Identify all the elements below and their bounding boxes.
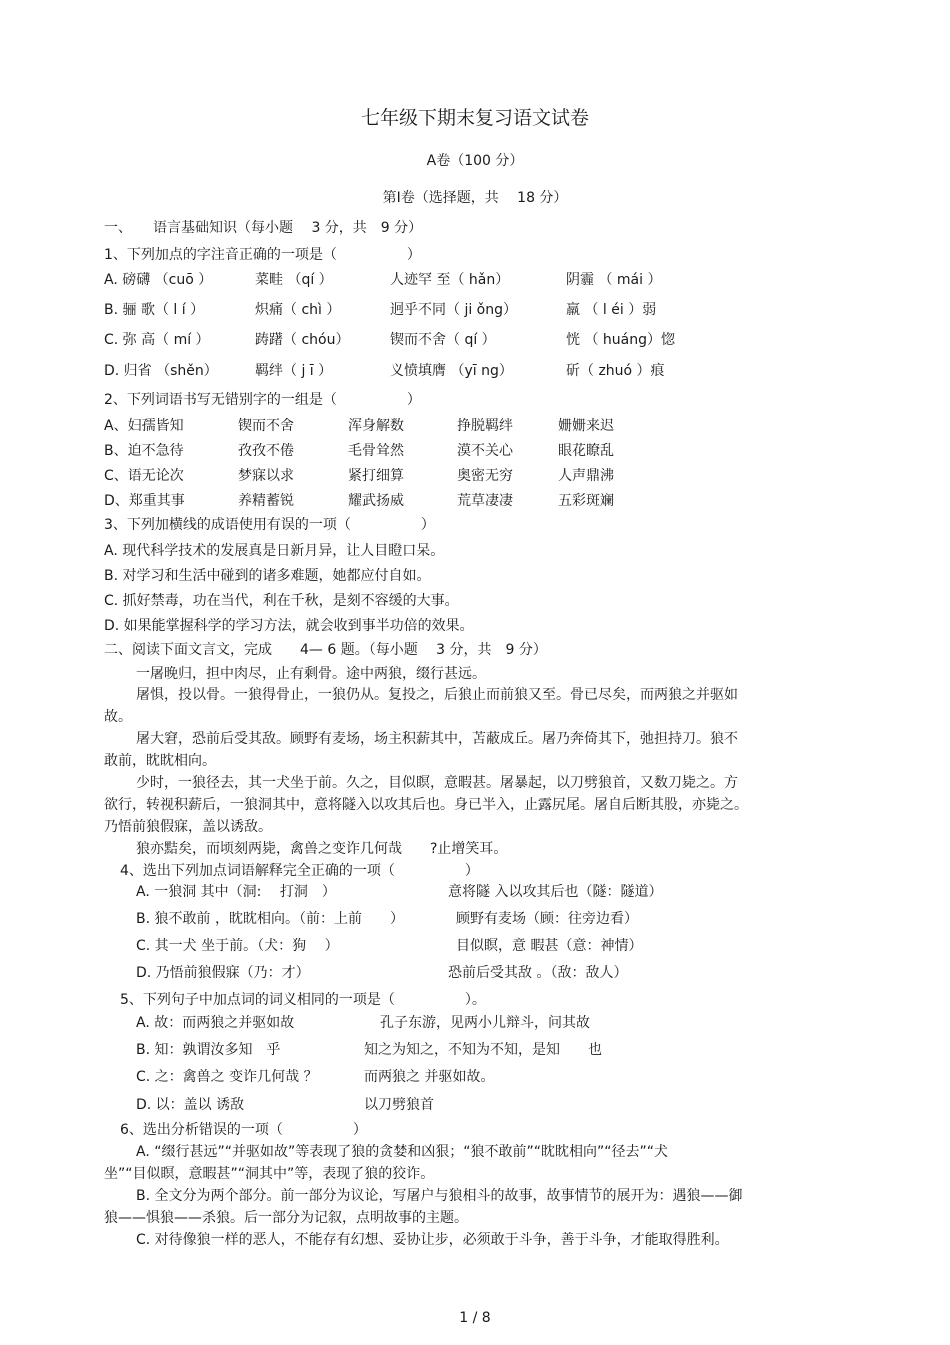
q5-c-left: C. 之：禽兽之 变诈几何哉 ？ bbox=[136, 1069, 318, 1085]
q4-d-right: 恐前后受其敌 。（敌：敌人） bbox=[448, 965, 628, 981]
q1-c-4: 恍 （ huáng）惚 bbox=[566, 332, 675, 348]
q2-b-4: 漠不关心 bbox=[457, 443, 513, 459]
q4-a-left: A. 一狼洞 其中（洞: 打洞 ） bbox=[136, 884, 336, 900]
q2-stem: 2、下列词语书写无错别字的一组是（ ） bbox=[104, 392, 421, 408]
q1-a-3: 人迹罕 至（ hǎn） bbox=[390, 272, 510, 288]
q4-b-right: 顾野有麦场（顾：往旁边看） bbox=[456, 911, 638, 927]
q3-stem: 3、下列加横线的成语使用有误的一项（ ） bbox=[104, 517, 435, 533]
paper-subtitle: A卷（100 分） bbox=[426, 153, 524, 169]
q2-c-2: 梦寐以求 bbox=[238, 468, 294, 484]
q1-c-3: 锲而不舍（ qí ） bbox=[390, 332, 496, 348]
q5-d-left: D. 以：盖以 诱敌 bbox=[136, 1097, 245, 1113]
q5-b-right: 知之为知之，不知为不知，是知 也 bbox=[364, 1042, 602, 1058]
q4-stem: 4、选出下列加点词语解释完全正确的一项（ ） bbox=[120, 863, 479, 879]
q2-b-2: 孜孜不倦 bbox=[238, 443, 294, 459]
passage-line: 欲行，转视积薪后，一狼洞其中，意将隧入以攻其后也。身已半入，止露尻尾。屠自后断其股，亦毙之。 bbox=[104, 797, 748, 813]
q1-d-1: D. 归省 （shěn） bbox=[104, 363, 218, 379]
part1-header: 第Ⅰ卷（选择题，共 18 分） bbox=[382, 190, 568, 206]
passage-line: 屠大窘，恐前后受其敌。顾野有麦场，场主积薪其中，苫蔽成丘。屠乃奔倚其下，弛担持刀。狼不 bbox=[136, 731, 738, 747]
passage-line: 乃悟前狼假寐，盖以诱敌。 bbox=[104, 819, 272, 835]
q2-a-5: 姗姗来迟 bbox=[558, 418, 614, 434]
q2-c-4: 奥密无穷 bbox=[457, 468, 513, 484]
q4-d-left: D. 乃悟前狼假寐（乃：才） bbox=[136, 965, 310, 981]
q3-option-b: B. 对学习和生活中碰到的诸多难题，她都应付自如。 bbox=[104, 568, 431, 584]
q4-c-right: 目似瞑，意 暇甚（意：神情） bbox=[456, 938, 643, 954]
q2-d-1: D、郑重其事 bbox=[104, 493, 185, 509]
q1-c-2: 踌躇（ chóu） bbox=[255, 332, 350, 348]
q6-line: C. 对待像狼一样的恶人，不能存有幻想、妥协让步，必须敢于斗争，善于斗争，才能取得胜利。 bbox=[136, 1232, 729, 1248]
q5-d-right: 以刀劈狼首 bbox=[364, 1097, 434, 1113]
q1-a-1: A. 磅礴 （cuō ） bbox=[104, 272, 213, 288]
passage-line: 一屠晚归，担中肉尽，止有剩骨。途中两狼，缀行甚远。 bbox=[136, 666, 486, 682]
q2-a-2: 锲而不舍 bbox=[238, 418, 294, 434]
q1-d-2: 羁绊（ j ī ） bbox=[255, 363, 333, 379]
q6-stem: 6、选出分析错误的一项（ ） bbox=[120, 1122, 367, 1138]
q1-a-4: 阴霾 （ mái ） bbox=[566, 272, 662, 288]
page-title: 七年级下期末复习语文试卷 bbox=[360, 107, 589, 129]
q1-b-3: 迥乎不同（ ji ǒng） bbox=[390, 302, 518, 318]
q4-c-left: C. 其一犬 坐于前。（犬：狗 ） bbox=[136, 938, 339, 954]
q6-line: 狼——惧狼——杀狼。后一部分为记叙，点明故事的主题。 bbox=[104, 1210, 468, 1226]
section1-heading: 一、 语言基础知识（每小题 3 分，共 9 分） bbox=[104, 220, 423, 236]
passage-line: 敢前，眈眈相向。 bbox=[104, 753, 216, 769]
q1-a-2: 菜畦 （qí ） bbox=[255, 272, 333, 288]
q5-stem: 5、下列句子中加点词的词义相同的一项是（ ）。 bbox=[120, 992, 486, 1008]
section2-heading: 二、阅读下面文言文，完成 4— 6 题。（每小题 3 分，共 9 分） bbox=[104, 642, 547, 658]
page-number: 1 / 8 bbox=[459, 1310, 491, 1326]
q2-a-4: 挣脱羁绊 bbox=[457, 418, 513, 434]
q2-d-5: 五彩斑斓 bbox=[558, 493, 614, 509]
q5-b-left: B. 知：孰谓汝多知 乎 bbox=[136, 1042, 281, 1058]
q4-a-right: 意将隧 入以攻其后也（隧：隧道） bbox=[448, 884, 663, 900]
q1-b-2: 炽痛（ chì ） bbox=[255, 302, 341, 318]
q2-d-4: 荒草凄凄 bbox=[457, 493, 513, 509]
q1-c-1: C. 弥 高（ mí ） bbox=[104, 332, 210, 348]
q6-line: B. 全文分为两个部分。前一部分为议论，写屠户与狼相斗的故事，故事情节的展开为：遇狼——御 bbox=[136, 1188, 743, 1204]
q2-b-5: 眼花瞭乱 bbox=[558, 443, 614, 459]
q2-c-5: 人声鼎沸 bbox=[558, 468, 614, 484]
q4-b-left: B. 狼不敢前 ，眈眈相向。（前：上前 ） bbox=[136, 911, 404, 927]
q2-c-1: C、语无论次 bbox=[104, 468, 184, 484]
q1-b-1: B. 骊 歌（ l í ） bbox=[104, 302, 205, 318]
q2-d-3: 耀武扬威 bbox=[348, 493, 404, 509]
q2-a-1: A、妇孺皆知 bbox=[104, 418, 184, 434]
q5-c-right: 而两狼之 并驱如故。 bbox=[364, 1069, 495, 1085]
q1-b-4: 羸 （ l éi ）弱 bbox=[566, 302, 657, 318]
q3-option-c: C. 抓好禁毒，功在当代，利在千秋，是刻不容缓的大事。 bbox=[104, 593, 459, 609]
q2-d-2: 养精蓄锐 bbox=[238, 493, 294, 509]
passage-line: 少时，一狼径去，其一犬坐于前。久之，目似瞑，意暇甚。屠暴起，以刀劈狼首，又数刀毙之。方 bbox=[136, 775, 738, 791]
q6-line: 坐”“目似瞑，意暇甚”“洞其中”等，表现了狼的狡诈。 bbox=[104, 1166, 435, 1182]
passage-line: 屠惧，投以骨。一狼得骨止，一狼仍从。复投之，后狼止而前狼又至。骨已尽矣，而两狼之并驱如 bbox=[136, 687, 738, 703]
passage-line: 狼亦黠矣，而顷刻两毙，禽兽之变诈几何哉 ?止增笑耳。 bbox=[136, 841, 508, 857]
q2-c-3: 紧打细算 bbox=[348, 468, 404, 484]
q5-a-right: 孔子东游，见两小儿辩斗，问其故 bbox=[380, 1015, 590, 1031]
q1-d-3: 义愤填膺 （yī ng） bbox=[390, 363, 513, 379]
q5-a-left: A. 故：而两狼之并驱如故 bbox=[136, 1015, 295, 1031]
q1-d-4: 斫（ zhuó ）痕 bbox=[566, 363, 665, 379]
passage-line: 故。 bbox=[104, 709, 132, 725]
q3-option-d: D. 如果能掌握科学的学习方法，就会收到事半功倍的效果。 bbox=[104, 618, 474, 634]
q2-b-1: B、迫不急待 bbox=[104, 443, 184, 459]
q6-line: A. “缀行甚远”“并驱如故”等表现了狼的贪婪和凶狠；“狼不敢前”“眈眈相向”“径去”“犬 bbox=[136, 1144, 669, 1160]
q2-b-3: 毛骨耸然 bbox=[348, 443, 404, 459]
q2-a-3: 浑身解数 bbox=[348, 418, 404, 434]
q3-option-a: A. 现代科学技术的发展真是日新月异，让人目瞪口呆。 bbox=[104, 543, 445, 559]
q1-stem: 1、下列加点的字注音正确的一项是（ ） bbox=[104, 247, 421, 263]
